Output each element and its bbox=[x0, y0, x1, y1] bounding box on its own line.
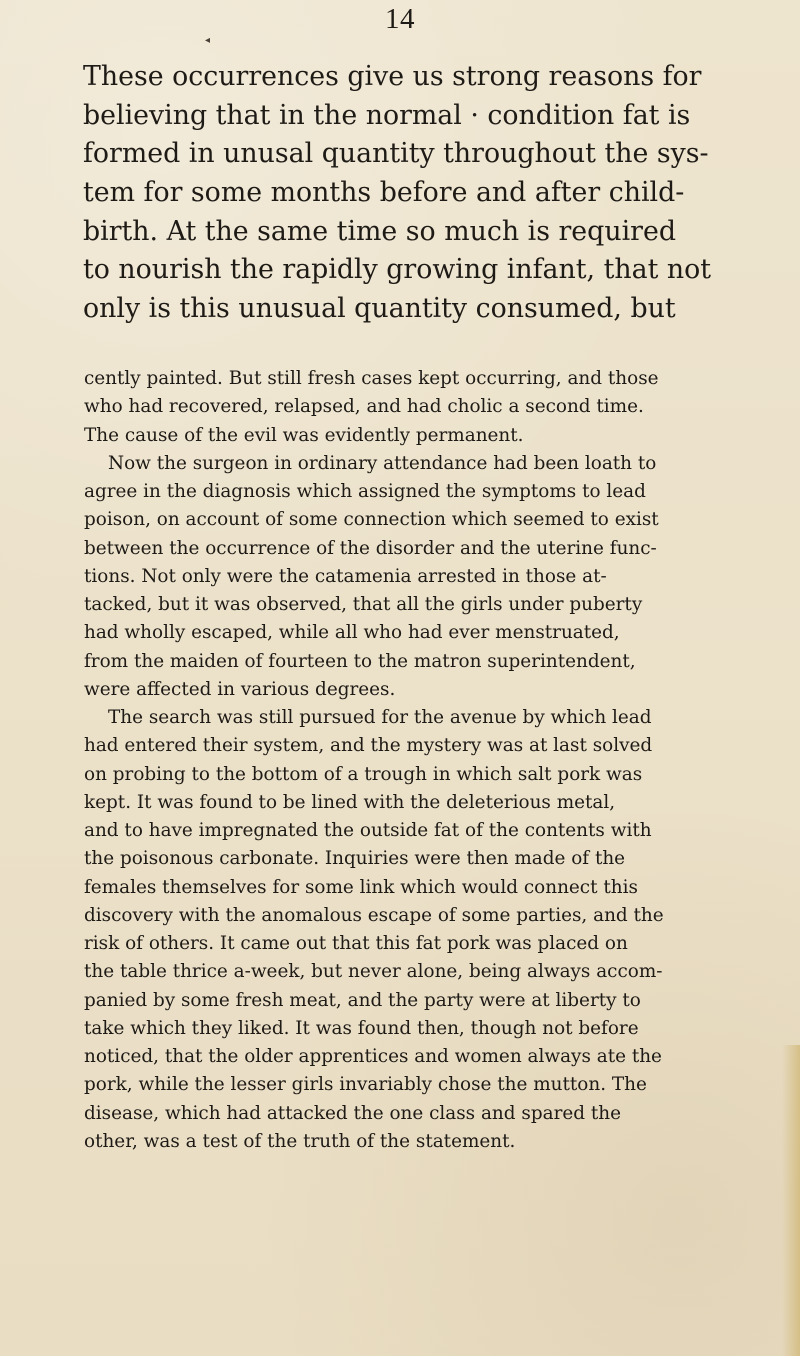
paragraph-start-line: The search was still pursued for the avenue by which lead bbox=[108, 707, 652, 728]
small-text-block bbox=[84, 365, 800, 1156]
paragraph-line: believing that in the normal · condition fat is bbox=[83, 99, 691, 131]
text-line: disease, which had attacked the one class and spared the bbox=[84, 1102, 621, 1124]
text-line: cently painted. But still fresh cases kept occurring, and those bbox=[84, 368, 659, 389]
text-line: from the maiden of fourteen to the matron superintendent, bbox=[84, 650, 636, 672]
text-line: take which they liked. It was found then, though not before bbox=[84, 1017, 639, 1039]
paragraph-line: only is this unusual quantity consumed, but bbox=[83, 293, 676, 325]
text-line: kept. It was found to be lined with the deleterious metal, bbox=[84, 791, 616, 813]
ink-speck: ◂ bbox=[205, 35, 211, 46]
text-line: on probing to the bottom of a trough in which salt pork was bbox=[84, 763, 643, 785]
paragraph-line: These occurrences give us strong reasons for bbox=[83, 61, 702, 92]
text-line: The cause of the evil was evidently permanent. bbox=[84, 424, 524, 446]
text-line: females themselves for some link which would connect this bbox=[84, 876, 638, 898]
page-edge-shadow bbox=[782, 1045, 800, 1356]
large-paragraph bbox=[83, 58, 800, 329]
text-line: pork, while the lesser girls invariably chose the mutton. The bbox=[84, 1074, 647, 1096]
paragraph-line: formed in unusal quantity throughout the sys- bbox=[83, 138, 709, 170]
paragraph-line: to nourish the rapidly growing infant, that not bbox=[83, 254, 712, 286]
text-line: tacked, but it was observed, that all the girls under puberty bbox=[84, 594, 643, 615]
text-line: agree in the diagnosis which assigned the symptoms to lead bbox=[84, 481, 646, 502]
text-line: between the occurrence of the disorder and the uterine func- bbox=[84, 537, 657, 559]
page-number: 14 bbox=[385, 3, 415, 35]
text-line: discovery with the anomalous escape of some parties, and the bbox=[84, 904, 664, 926]
text-line: tions. Not only were the catamenia arrested in those at- bbox=[84, 565, 607, 587]
text-line: who had recovered, relapsed, and had cholic a second time. bbox=[84, 396, 644, 418]
text-line: the table thrice a-week, but never alone, being always accom- bbox=[84, 961, 663, 983]
text-line: had entered their system, and the mystery was at last solved bbox=[84, 735, 653, 757]
text-line: risk of others. It came out that this fat pork was placed on bbox=[84, 933, 628, 954]
text-line: the poisonous carbonate. Inquiries were then made of the bbox=[84, 848, 626, 870]
text-line: panied by some fresh meat, and the party were at liberty to bbox=[84, 989, 641, 1011]
paragraph-line: tem for some months before and after child- bbox=[83, 177, 685, 209]
text-line: were affected in various degrees. bbox=[84, 678, 396, 700]
text-line: and to have impregnated the outside fat of the contents with bbox=[84, 820, 652, 841]
text-line: noticed, that the older apprentices and women always ate the bbox=[84, 1046, 662, 1067]
text-line: other, was a test of the truth of the statement. bbox=[84, 1130, 516, 1152]
paragraph-line: birth. At the same time so much is required bbox=[83, 215, 676, 247]
paragraph-start-line: Now the surgeon in ordinary attendance had been loath to bbox=[108, 452, 657, 474]
text-line: poison, on account of some connection which seemed to exist bbox=[84, 509, 659, 531]
text-line: had wholly escaped, while all who had ever menstruated, bbox=[84, 622, 620, 644]
